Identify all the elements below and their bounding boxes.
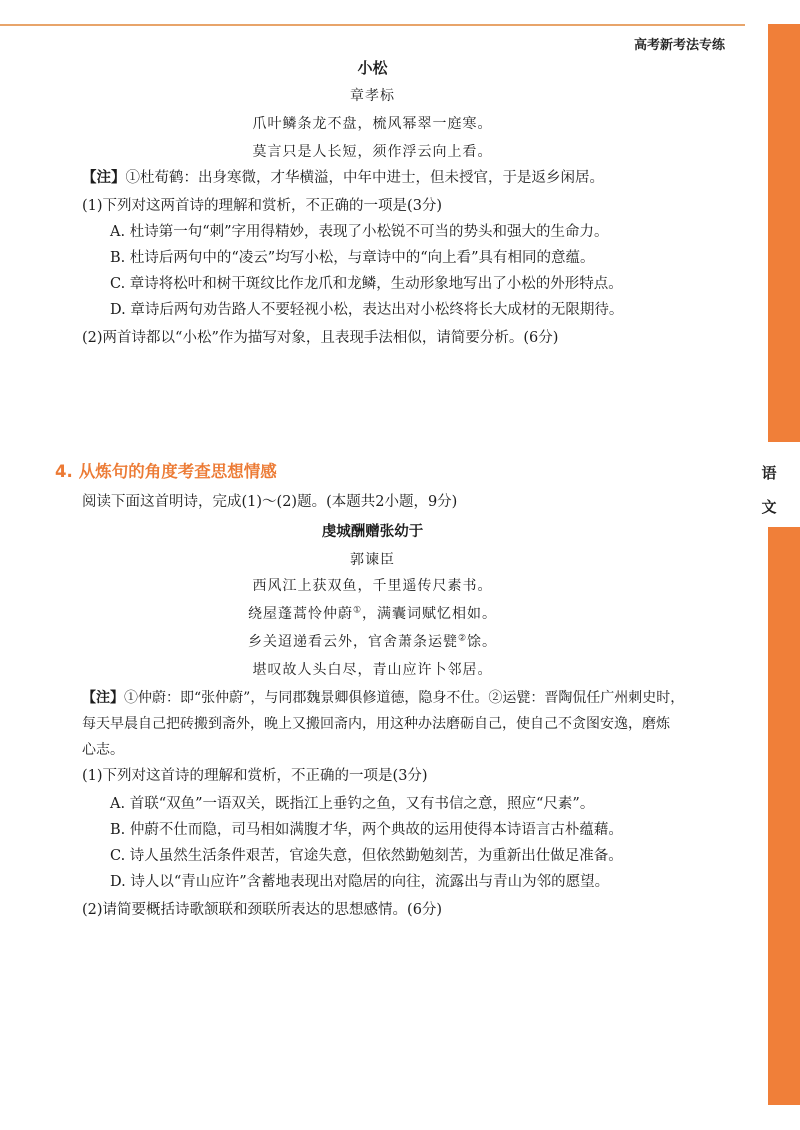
note1-label: 【注】: [82, 169, 126, 186]
section-4-intro: 阅读下面这首明诗，完成(1)～(2)题。(本题共2小题，9分): [82, 494, 458, 510]
side-tab-upper: [768, 24, 800, 442]
poem1-line-1: 爪叶鳞条龙不盘，梳风幂翠一庭寒。: [252, 116, 493, 132]
section-4-heading: [55, 462, 277, 482]
subject-label-char-2: 文: [761, 498, 777, 516]
question-3-option-a: A. 首联“双鱼”一语双关，既指江上垂钓之鱼，又有书信之意，照应“尺素”。: [110, 796, 595, 812]
question-3-option-b: B. 仲蔚不仕而隐，司马相如满腹才华，两个典故的运用使得本诗语言古朴蕴藉。: [110, 822, 623, 838]
poem2-line-3: [0, 632, 745, 652]
note2-line-2: 每天早晨自己把砖搬到斋外，晚上又搬回斋内，用这种办法磨砺自己，使自己不贪图安逸，磨炼: [82, 716, 670, 732]
question-1-option-a: A. 杜诗第一句“刺”字用得精妙，表现了小松锐不可当的势头和强大的生命力。: [110, 224, 609, 240]
footnote-mark-1: ①: [352, 605, 363, 616]
note1-text: ①杜荀鹤：出身寒微，才华横溢，中年中进士，但未授官，于是返乡闲居。: [125, 170, 604, 186]
question-1-stem: (1)下列对这两首诗的理解和赏析，不正确的一项是(3分): [82, 198, 443, 214]
subject-label-char-1: 语: [761, 464, 777, 482]
poem2-title: 虔城酬赠张幼于: [321, 524, 424, 540]
poem2-line-3-part-a: 乡关迢递看云外，官舍萧条运甓: [247, 634, 458, 650]
poem2-line-1: 西风江上获双鱼，千里遥传尺素书。: [252, 578, 493, 594]
section-title: 从炼句的角度考查思想情感: [78, 462, 277, 481]
section-number: 4.: [55, 462, 73, 481]
question-3-option-c: C. 诗人虽然生活条件艰苦，官途失意，但依然勤勉刻苦，为重新出仕做足准备。: [110, 848, 623, 864]
question-1-option-c: C. 章诗将松叶和树干斑纹比作龙爪和龙鳞，生动形象地写出了小松的外形特点。: [110, 276, 623, 292]
footnote-mark-2: ②: [457, 633, 468, 644]
series-label: 高考新考法专练: [633, 38, 725, 53]
poem2-line-3-part-b: 馀。: [467, 634, 498, 650]
poem2-line-2-part-a: 绕屋蓬蒿怜仲蔚: [247, 606, 353, 622]
poem1-author: 章孝标: [350, 88, 395, 104]
question-1-option-b: B. 杜诗后两句中的“凌云”均写小松，与章诗中的“向上看”具有相同的意蕴。: [110, 250, 595, 266]
question-4-stem: (2)请简要概括诗歌颔联和颈联所表达的思想感情。(6分): [82, 902, 443, 918]
poem2-author: 郭谏臣: [350, 552, 395, 568]
question-2-stem: (2)两首诗都以“小松”作为描写对象，且表现手法相似，请简要分析。(6分): [82, 330, 559, 346]
poem2-line-2-part-b: ，满囊词赋忆相如。: [362, 606, 498, 622]
note2-line-3: 心志。: [82, 742, 124, 758]
question-3-stem: (1)下列对这首诗的理解和赏析，不正确的一项是(3分): [82, 768, 428, 784]
poem1-line-2: 莫言只是人长短，须作浮云向上看。: [252, 144, 493, 160]
note2-line-1: [82, 688, 684, 708]
note2-text-1: ①仲蔚：即“张仲蔚”，与同郡魏景卿俱修道德，隐身不仕。②运甓：晋陶侃任广州刺史时，: [124, 690, 685, 706]
poem1-title: 小松: [357, 59, 388, 77]
poem2-line-2: [0, 604, 745, 624]
poem2-line-4: 堪叹故人头白尽，青山应许卜邻居。: [252, 662, 493, 678]
note2-label: 【注】: [82, 690, 124, 706]
question-1-option-d: D. 章诗后两句劝告路人不要轻视小松，表达出对小松终将长大成材的无限期待。: [110, 302, 624, 318]
question-3-option-d: D. 诗人以“青山应许”含蓄地表现出对隐居的向往，流露出与青山为邻的愿望。: [110, 874, 610, 890]
note1: [82, 168, 604, 188]
side-tab-lower: [768, 527, 800, 1105]
top-rule: [0, 24, 745, 26]
